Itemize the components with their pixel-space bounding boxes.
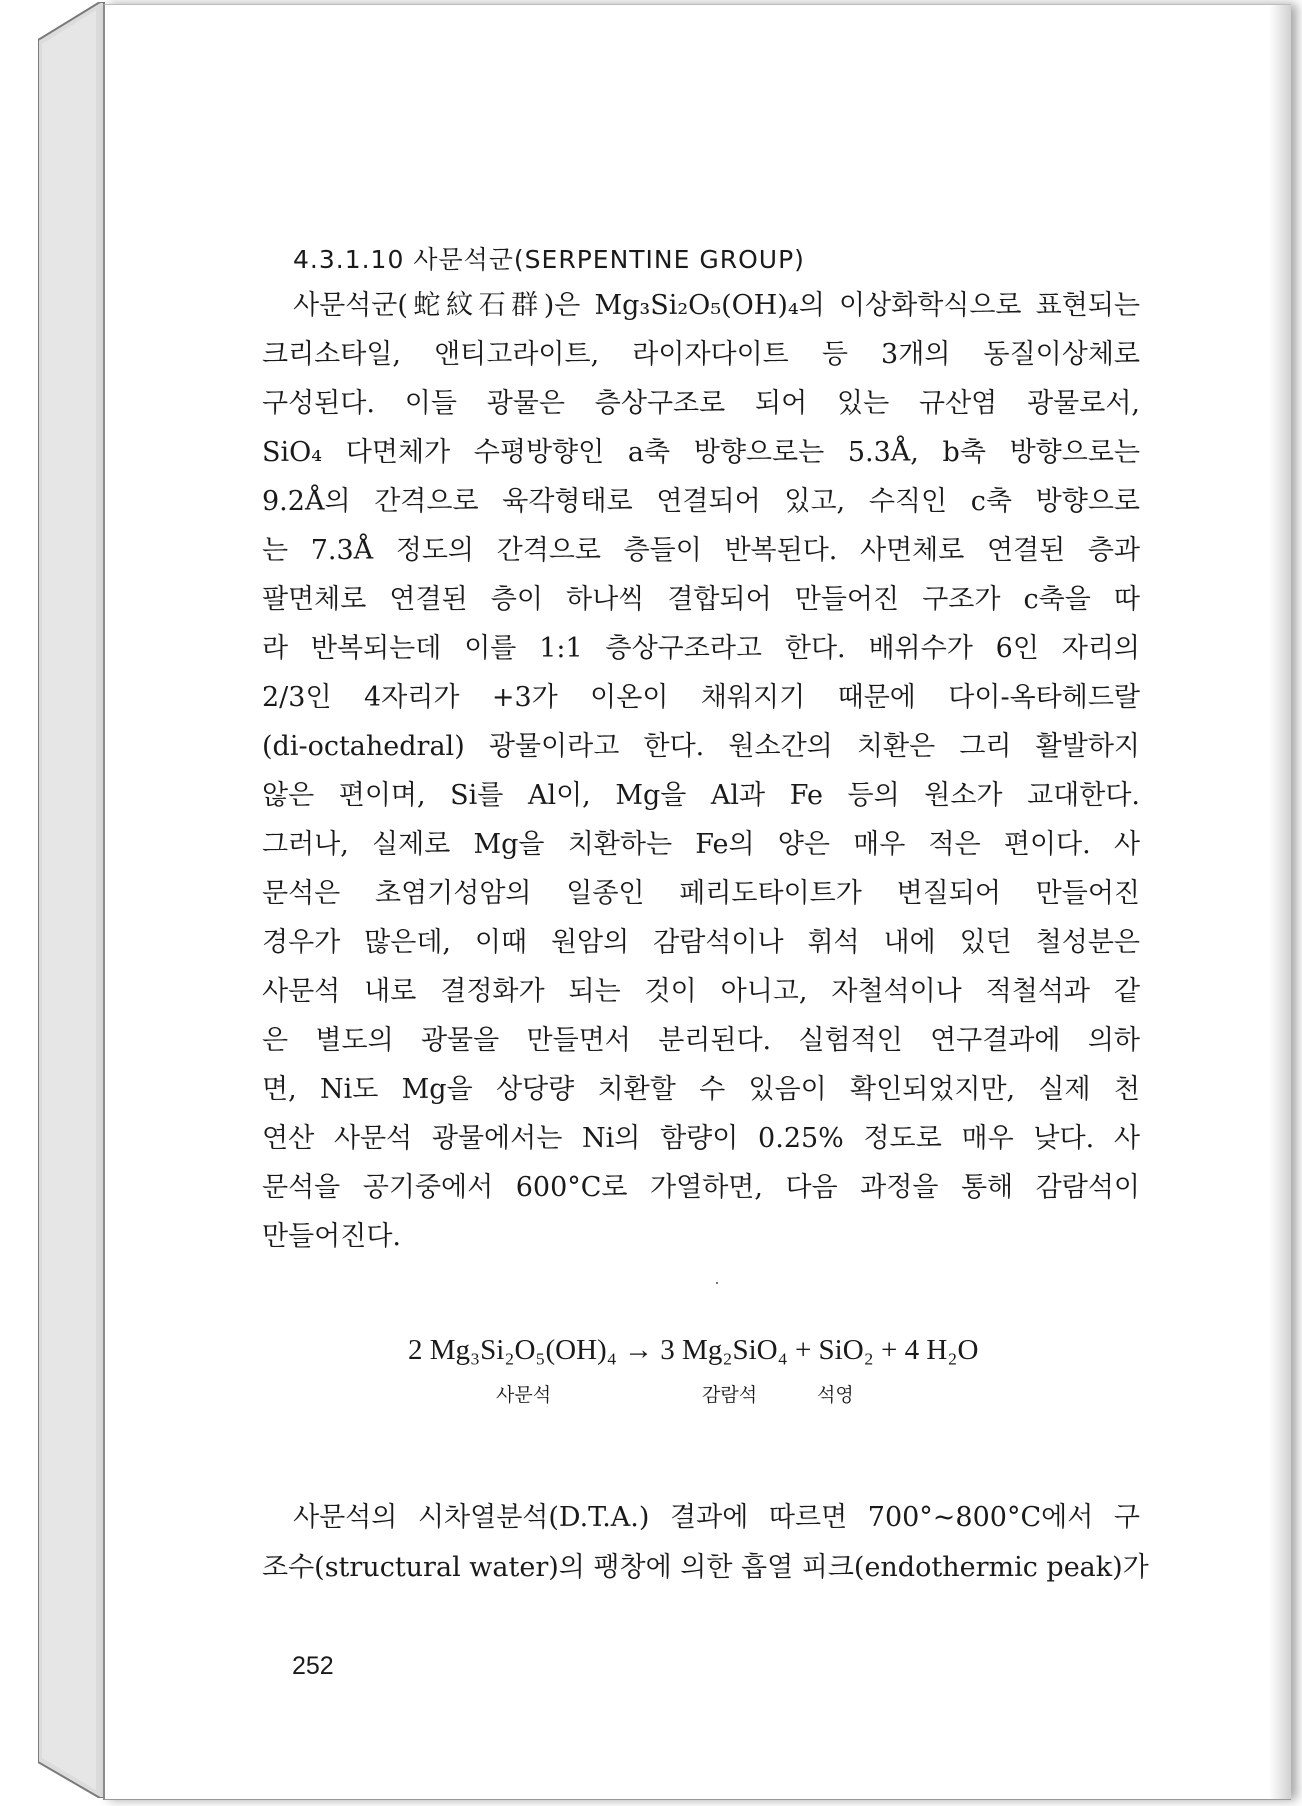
text-line: 라 반복되는데 이를 1:1 층상구조라고 한다. 배위수가 6인 자리의	[262, 633, 1140, 664]
text-line: SiO₄ 다면체가 수평방향인 a축 방향으로는 5.3Å, b축 방향으로는	[262, 437, 1140, 468]
text-line: 문석을 공기중에서 600°C로 가열하면, 다음 과정을 통해 감람석이	[262, 1172, 1140, 1203]
page-edge-shadow	[1269, 5, 1291, 1799]
text-line: 사문석군(蛇紋石群)은 Mg₃Si₂O₅(OH)₄의 이상화학식으로 표현되는	[293, 290, 1140, 321]
text-line: 경우가 많은데, 이때 원암의 감람석이나 휘석 내에 있던 철성분은	[262, 927, 1140, 958]
text-line: 않은 편이며, Si를 Al이, Mg을 Al과 Fe 등의 원소가 교대한다.	[262, 780, 1140, 811]
section-heading: 4.3.1.10 사문석군(SERPENTINE GROUP)	[293, 245, 805, 274]
text-line: 면, Ni도 Mg을 상당량 치환할 수 있음이 확인되었지만, 실제 천	[262, 1074, 1140, 1105]
text-line: (di-octahedral) 광물이라고 한다. 원소간의 치환은 그리 활발하지	[262, 731, 1140, 762]
chemical-equation: 2 Mg₃Si₂O₅(OH)₄ → 3 Mg₂SiO₄ + SiO₂ + 4 H₂O	[408, 1334, 979, 1366]
text-line: 문석은 초염기성암의 일종인 페리도타이트가 변질되어 만들어진	[262, 878, 1140, 909]
text-line: 9.2Å의 간격으로 육각형태로 연결되어 있고, 수직인 c축 방향으로	[262, 486, 1140, 517]
text-line: 팔면체로 연결된 층이 하나씩 결합되어 만들어진 구조가 c축을 따	[262, 584, 1140, 615]
text-line: 연산 사문석 광물에서는 Ni의 함량이 0.25% 정도로 매우 낮다. 사	[262, 1123, 1140, 1154]
equation-label-serpentine: 사문석	[496, 1384, 552, 1406]
text-line: 은 별도의 광물을 만들면서 분리된다. 실험적인 연구결과에 의하	[262, 1025, 1140, 1056]
text-line: 크리소타일, 앤티고라이트, 라이자다이트 등 3개의 동질이상체로	[262, 339, 1140, 370]
text-line: 는 7.3Å 정도의 간격으로 층들이 반복된다. 사면체로 연결된 층과	[262, 535, 1140, 566]
equation-label-olivine: 감람석	[702, 1384, 758, 1406]
text-line: 사문석의 시차열분석(D.T.A.) 결과에 따르면 700°~800°C에서 구	[293, 1502, 1140, 1533]
text-line: 만들어진다.	[262, 1221, 401, 1252]
equation-label-quartz: 석영	[817, 1384, 854, 1406]
text-line: 2/3인 4자리가 +3가 이온이 채워지기 때문에 다이-옥타헤드랄	[262, 682, 1140, 713]
scan-speck	[716, 1282, 718, 1284]
text-line: 조수(structural water)의 팽창에 의한 흡열 피크(endothermic peak)가	[262, 1552, 1149, 1583]
text-line: 사문석 내로 결정화가 되는 것이 아니고, 자철석이나 적철석과 같	[262, 976, 1140, 1007]
text-line: 구성된다. 이들 광물은 층상구조로 되어 있는 규산염 광물로서,	[262, 388, 1140, 419]
page-number: 252	[292, 1652, 334, 1680]
text-line: 그러나, 실제로 Mg을 치환하는 Fe의 양은 매우 적은 편이다. 사	[262, 829, 1140, 860]
book-spine	[38, 2, 108, 1798]
